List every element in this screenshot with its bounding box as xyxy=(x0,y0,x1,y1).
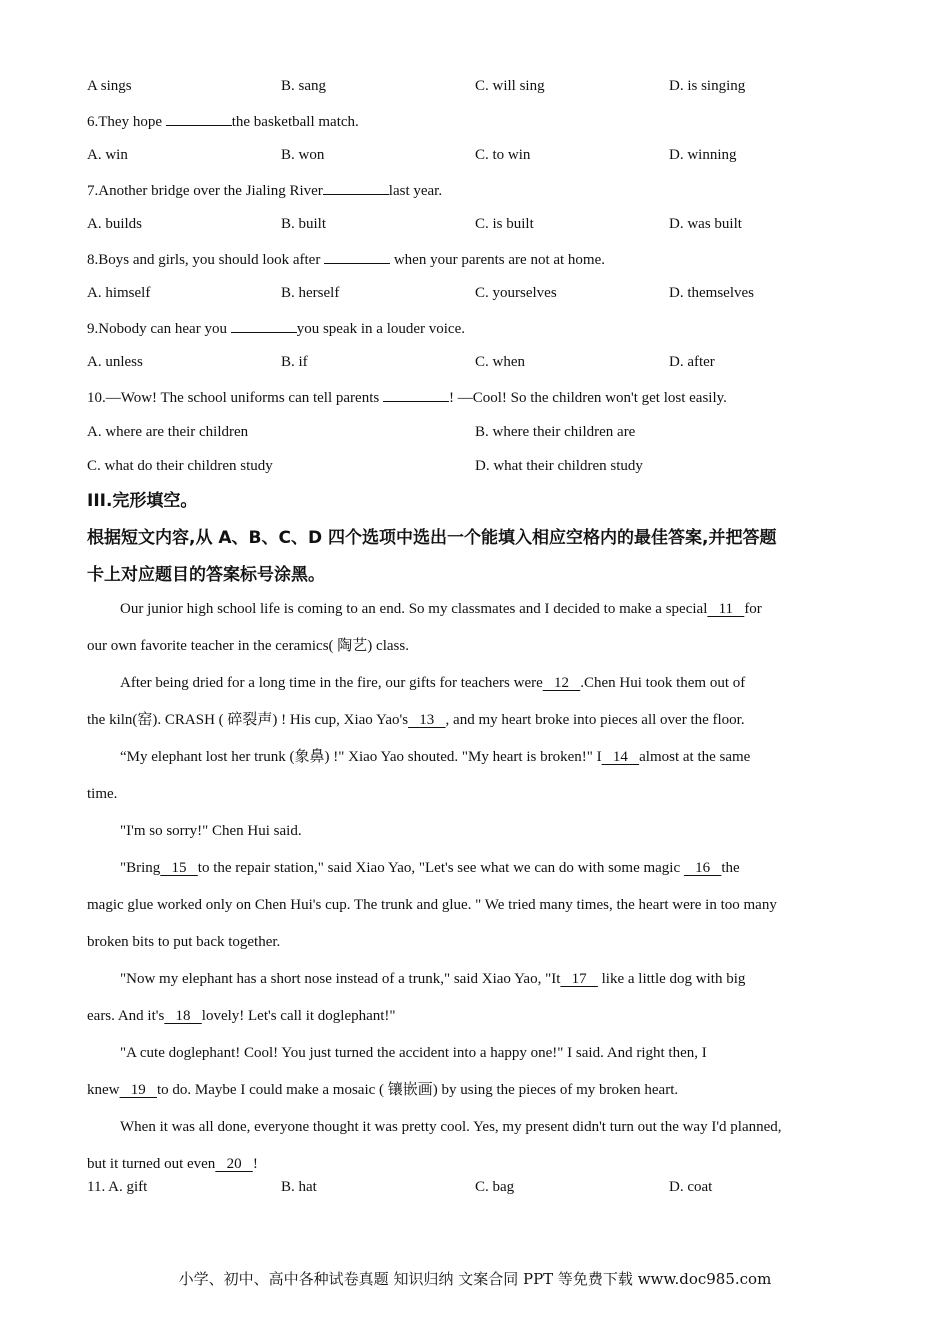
question-9 xyxy=(87,318,465,339)
passage-text: to do. Maybe I could make a mosaic ( 镶嵌画) by using the pieces of my broken heart. xyxy=(157,1082,679,1098)
passage-line: our own favorite teacher in the ceramics( 陶艺) class. xyxy=(87,638,409,654)
question-6 xyxy=(87,111,359,132)
q8-blank xyxy=(324,249,390,264)
question-7 xyxy=(87,180,442,201)
blank-11: 11 xyxy=(707,601,745,617)
passage-text: “My elephant lost her trunk (象鼻) !" Xiao Yao shouted. "My heart is broken!" I xyxy=(120,749,602,765)
passage-line: broken bits to put back together. xyxy=(87,934,281,950)
q6-option-c: C. to win xyxy=(475,147,531,163)
blank-16: 16 xyxy=(683,860,722,876)
page-footer: 小学、初中、高中各种试卷真题 知识归纳 文案合同 PPT 等免费下载 www.doc985.com xyxy=(178,1270,772,1288)
q6-stem-pre: 6.They hope xyxy=(87,114,166,130)
passage-line xyxy=(87,739,867,776)
q6-option-a: A. win xyxy=(87,147,128,163)
passage-text: ears. And it's xyxy=(87,1008,165,1024)
passage-line: "A cute doglephant! Cool! You just turned the accident into a happy one!" I said. And right then, I xyxy=(120,1045,707,1061)
passage-text: but it turned out even xyxy=(87,1156,216,1172)
q10-stem-post: ! —Cool! So the children won't get lost easily. xyxy=(448,390,727,406)
q9-stem-post: you speak in a louder voice. xyxy=(296,321,465,337)
passage-text: knew xyxy=(87,1082,120,1098)
section-instruction-line2: 卡上对应题目的答案标号涂黑。 xyxy=(87,565,325,585)
passage-text: .Chen Hui took them out of xyxy=(580,675,746,691)
passage-text: ! xyxy=(252,1156,258,1172)
passage-text: almost at the same xyxy=(639,749,751,765)
blank-15: 15 xyxy=(160,860,198,876)
q8-stem-post: when your parents are not at home. xyxy=(390,252,606,268)
q7-blank xyxy=(323,180,389,195)
passage-line xyxy=(87,998,867,1035)
question-10 xyxy=(87,387,727,408)
q8-stem-pre: 8.Boys and girls, you should look after xyxy=(87,252,325,268)
passage-text: like a little dog with big xyxy=(597,971,746,987)
passage-line xyxy=(87,1072,867,1109)
q8-option-d: D. themselves xyxy=(669,285,754,301)
q7-stem-pre: 7.Another bridge over the Jialing River xyxy=(87,183,323,199)
q9-option-c: C. when xyxy=(475,354,525,370)
cloze-passage xyxy=(87,591,867,1183)
q10-option-c: C. what do their children study xyxy=(87,458,273,474)
blank-20: 20 xyxy=(215,1156,253,1172)
q7-option-c: C. is built xyxy=(475,216,534,232)
passage-line xyxy=(87,702,867,739)
q5-option-d: D. is singing xyxy=(669,78,746,94)
passage-line: "I'm so sorry!" Chen Hui said. xyxy=(120,823,302,839)
q8-option-b: B. herself xyxy=(281,285,340,301)
q6-option-b: B. won xyxy=(281,147,325,163)
passage-text: for xyxy=(744,601,762,617)
q7-stem-post: last year. xyxy=(388,183,443,199)
section-instruction-line1: 根据短文内容,从 A、B、C、D 四个选项中选出一个能填入相应空格内的最佳答案,并把答题 xyxy=(87,528,777,548)
q9-option-b: B. if xyxy=(281,354,308,370)
q9-blank xyxy=(231,318,297,333)
q6-blank xyxy=(166,111,232,126)
q11-option-a: 11. A. gift xyxy=(87,1179,148,1195)
q10-option-a: A. where are their children xyxy=(87,424,249,440)
q6-stem-post: the basketball match. xyxy=(231,114,359,130)
passage-text: lovely! Let's call it doglephant!" xyxy=(201,1008,396,1024)
passage-text: to the repair station," said Xiao Yao, "Let's see what we can do with some magic xyxy=(197,860,684,876)
passage-text: After being dried for a long time in the fire, our gifts for teachers were xyxy=(120,675,543,691)
passage-text: the kiln(窑). CRASH ( 碎裂声) ! His cup, Xiao Yao's xyxy=(87,712,409,728)
q7-option-d: D. was built xyxy=(669,216,742,232)
passage-text: Our junior high school life is coming to an end. So my classmates and I decided to make a special xyxy=(120,601,708,617)
q7-option-a: A. builds xyxy=(87,216,143,232)
q8-option-c: C. yourselves xyxy=(475,285,557,301)
q11-option-d: D. coat xyxy=(669,1179,713,1195)
q9-option-d: D. after xyxy=(669,354,715,370)
blank-14: 14 xyxy=(601,749,640,765)
blank-13: 13 xyxy=(408,712,446,728)
passage-text: the xyxy=(721,860,740,876)
section-title: III.完形填空。 xyxy=(87,491,198,511)
q10-option-d: D. what their children study xyxy=(475,458,643,474)
blank-19: 19 xyxy=(119,1082,157,1098)
q8-option-a: A. himself xyxy=(87,285,151,301)
passage-line: magic glue worked only on Chen Hui's cup. The trunk and glue. " We tried many times, the heart were in too many xyxy=(87,897,777,913)
blank-18: 18 xyxy=(164,1008,202,1024)
passage-line xyxy=(87,850,867,887)
passage-text: , and my heart broke into pieces all over the floor. xyxy=(445,712,745,728)
q10-option-b: B. where their children are xyxy=(475,424,636,440)
q11-option-b: B. hat xyxy=(281,1179,317,1195)
passage-line xyxy=(87,961,867,998)
q10-blank xyxy=(383,387,449,402)
passage-text: "Bring xyxy=(120,860,161,876)
q6-option-d: D. winning xyxy=(669,147,737,163)
blank-12: 12 xyxy=(542,675,581,691)
passage-line xyxy=(87,591,867,628)
q7-option-b: B. built xyxy=(281,216,327,232)
passage-text: "Now my elephant has a short nose instead of a trunk," said Xiao Yao, "It xyxy=(120,971,561,987)
q5-option-a: A sings xyxy=(87,78,132,94)
q5-option-c: C. will sing xyxy=(475,78,545,94)
question-8 xyxy=(87,249,605,270)
q9-stem-pre: 9.Nobody can hear you xyxy=(87,321,231,337)
blank-17: 17 xyxy=(560,971,598,987)
q5-option-b: B. sang xyxy=(281,78,326,94)
passage-line: time. xyxy=(87,786,118,802)
q11-option-c: C. bag xyxy=(475,1179,515,1195)
passage-line xyxy=(87,665,867,702)
passage-line: When it was all done, everyone thought it was pretty cool. Yes, my present didn't turn out the way I'd planned, xyxy=(120,1119,782,1135)
q10-stem-pre: 10.—Wow! The school uniforms can tell parents xyxy=(87,390,383,406)
q9-option-a: A. unless xyxy=(87,354,143,370)
